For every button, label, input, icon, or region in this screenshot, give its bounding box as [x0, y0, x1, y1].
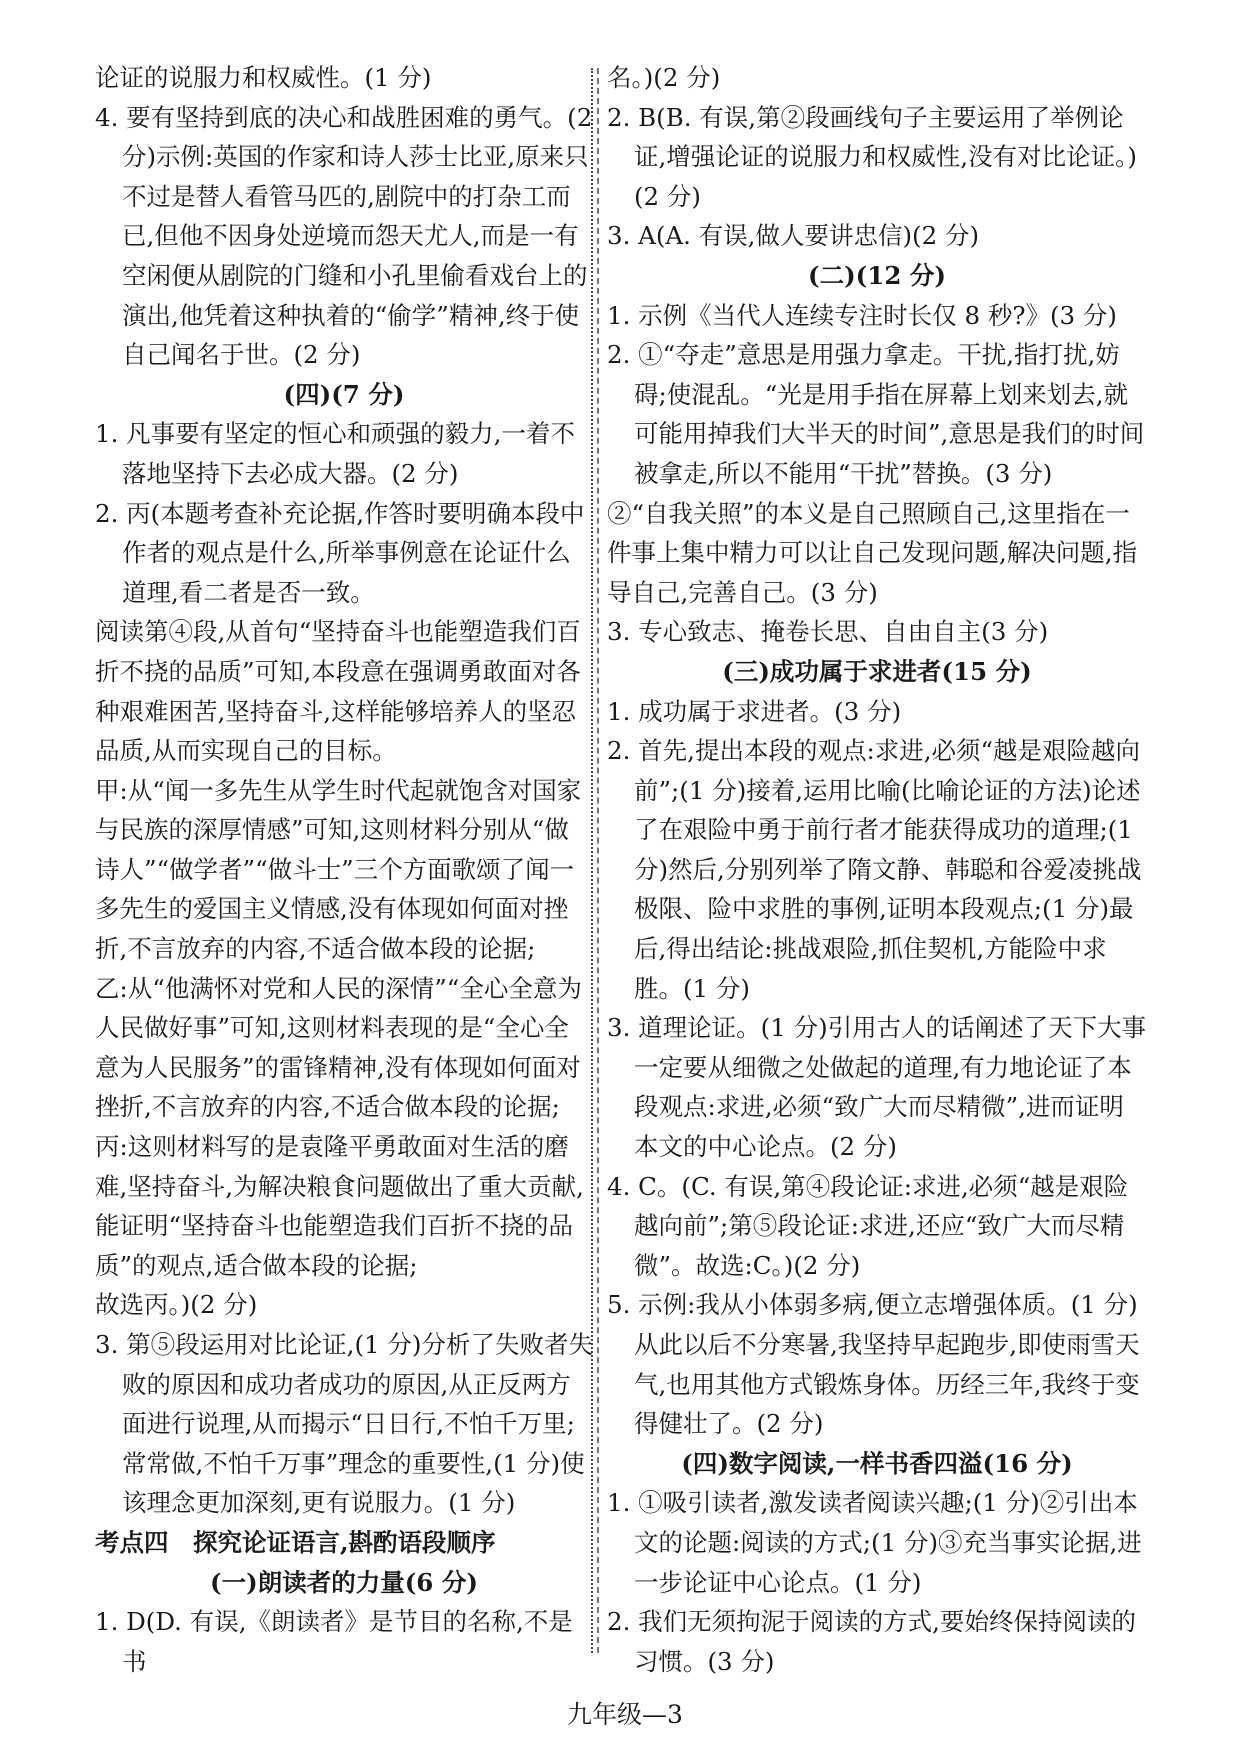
left-p0: 论证的说服力和权威性。(1 分)	[95, 63, 432, 92]
right-s4-answer-2: 2. 我们无须拘泥于阅读的方式,要始终保持阅读的习惯。(3 分)	[607, 1607, 1136, 1676]
left-answer-2-yi: 乙:从“他满怀对党和人民的深情”“全心全意为人民做好事”可知,这则材料表现的是“全心全意为人民服务”的雷锋精神,没有体现如何面对挫折,不言放弃的内容,不适合做本段的论据;	[95, 973, 582, 1122]
right-answer-1: 1. 示例《当代人连续专注时长仅 8 秒?》(3 分)	[607, 300, 1117, 330]
left-heading-1: (一)朗读者的力量(6 分)	[210, 1567, 478, 1597]
left-answer-2-bing: 丙:这则材料写的是袁隆平勇敢面对生活的磨难,坚持奋斗,为解决粮食问题做出了重大贡献,能证明“坚持奋斗也能塑造我们百折不挠的品质”的观点,适合做本段的论据;	[95, 1132, 584, 1280]
left-heading-4: (四)(7 分)	[283, 379, 405, 409]
right-answer-3: 3. 专心致志、掩卷长思、自由自主(3 分)	[607, 617, 1049, 647]
left-answer-2: 2. 丙(本题考查补充论据,作答时要明确本段中作者的观点是什么,所举事例意在论证什么道理,看二者是否一致。	[95, 498, 585, 607]
right-s3-answer-4: 4. C。(C. 有误,第④段论证:求进,必须“越是艰险越向前”;第⑤段论证:求进,还应“致广大而尽精微”。故选:C。)(2 分)	[607, 1171, 1129, 1280]
right-answer-2-part2: ②“自我关照”的本义是自己照顾自己,这里指在一件事上集中精力可以让自己发现问题,解决问题,指导自己,完善自己。(3 分)	[607, 498, 1138, 607]
right-answer-2: 2. ①“夺走”意思是用强力拿走。干扰,指打扰,妨碍;使混乱。“光是用手指在屏幕上划来划去,就可能用掉我们大半天的时间”,意思是我们的时间被拿走,所以不能用“干扰”替换。(3 分)	[607, 340, 1145, 488]
left-answer-4: 4. 要有坚持到底的决心和战胜困难的勇气。(2 分)示例:英国的作家和诗人莎士比亚,原来只不过是替人看管马匹的,剧院中的打杂工而已,但他不因身处逆境而怨天尤人,而是一有空闲便从剧院的门缝和小孔里偷看戏台上的演出,他凭着这种执着的“偷学”精神,终于使自己闻名于世。(2 分)	[95, 102, 593, 370]
left-answer-2-jia: 甲:从“闻一多先生从学生时代起就饱含对国家与民族的深厚情感”可知,这则材料分别从“做诗人”“做学者”“做斗士”三个方面歌颂了闻一多先生的爱国主义情感,没有体现如何面对挫折,不言放弃的内容,不适合做本段的论据;	[95, 775, 582, 964]
right-s4-answer-1: 1. ①吸引读者,激发读者阅读兴趣;(1 分)②引出本文的论题:阅读的方式;(1 分)③充当事实论据,进一步论证中心论点。(1 分)	[607, 1488, 1142, 1597]
left-answer-2-analysis: 阅读第④段,从首句“坚持奋斗也能塑造我们百折不挠的品质”可知,本段意在强调勇敢面对各种艰难困苦,坚持奋斗,这样能够培养人的坚忍品质,从而实现自己的目标。	[95, 617, 581, 766]
left-answer-3: 3. 第⑤段运用对比论证,(1 分)分析了失败者失败的原因和成功者成功的原因,从正反两方面进行说理,从而揭示“日日行,不怕千万里;常常做,不怕千万事”理念的重要性,(1 分)使该理念更加深刻,更有说服力。(1 分)	[95, 1330, 593, 1518]
page-number: 九年级—3	[567, 1700, 683, 1729]
left-column	[95, 58, 593, 1681]
right-answer-3a: 3. A(A. 有误,做人要讲忠信)(2 分)	[607, 221, 980, 251]
right-heading-2: (二)(12 分)	[808, 260, 946, 290]
right-answer-2b: 2. B(B. 有误,第②段画线句子主要运用了举例论证,增强论证的说服力和权威性,没有对比论证。)(2 分)	[607, 102, 1137, 211]
left-answer-2-conclusion: 故选丙。)(2 分)	[95, 1290, 258, 1320]
right-s3-answer-3: 3. 道理论证。(1 分)引用古人的话阐述了天下大事一定要从细微之处做起的道理,有力地论证了本段观点:求进,必须“致广大而尽精微”,进而证明本文的中心论点。(2 分)	[607, 1013, 1147, 1162]
left-answer-d: 1. D(D. 有误,《朗读者》是节目的名称,不是书	[95, 1607, 573, 1676]
column-divider	[591, 68, 607, 1653]
right-s3-answer-1: 1. 成功属于求进者。(3 分)	[607, 696, 902, 726]
right-heading-3: (三)成功属于求进者(15 分)	[722, 656, 1032, 686]
left-answer-1: 1. 凡事要有坚定的恒心和顽强的毅力,一着不落地坚持下去必成大器。(2 分)	[95, 419, 575, 488]
right-p0: 名。)(2 分)	[607, 63, 721, 92]
right-column	[607, 58, 1147, 1681]
section-title: 考点四 探究论证语言,斟酌语段顺序	[95, 1527, 496, 1557]
right-s3-answer-2: 2. 首先,提出本段的观点:求进,必须“越是艰险越向前”;(1 分)接着,运用比喻(比喻论证的方法)论述了在艰险中勇于前行者才能获得成功的道理;(1 分)然后,分别列举了隋文静、韩聪和谷爱凌挑战极限、险中求胜的事例,证明本段观点;(1 分)最后,得出结论:挑战艰险,抓住契机,方能险中求胜。(1 分)	[607, 736, 1142, 1003]
right-s3-answer-5: 5. 示例:我从小体弱多病,便立志增强体质。(1 分)从此以后不分寒暑,我坚持早起跑步,即使雨雪天气,也用其他方式锻炼身体。历经三年,我终于变得健壮了。(2 分)	[607, 1290, 1140, 1439]
right-heading-4: (四)数字阅读,一样书香四溢(16 分)	[681, 1448, 1073, 1478]
